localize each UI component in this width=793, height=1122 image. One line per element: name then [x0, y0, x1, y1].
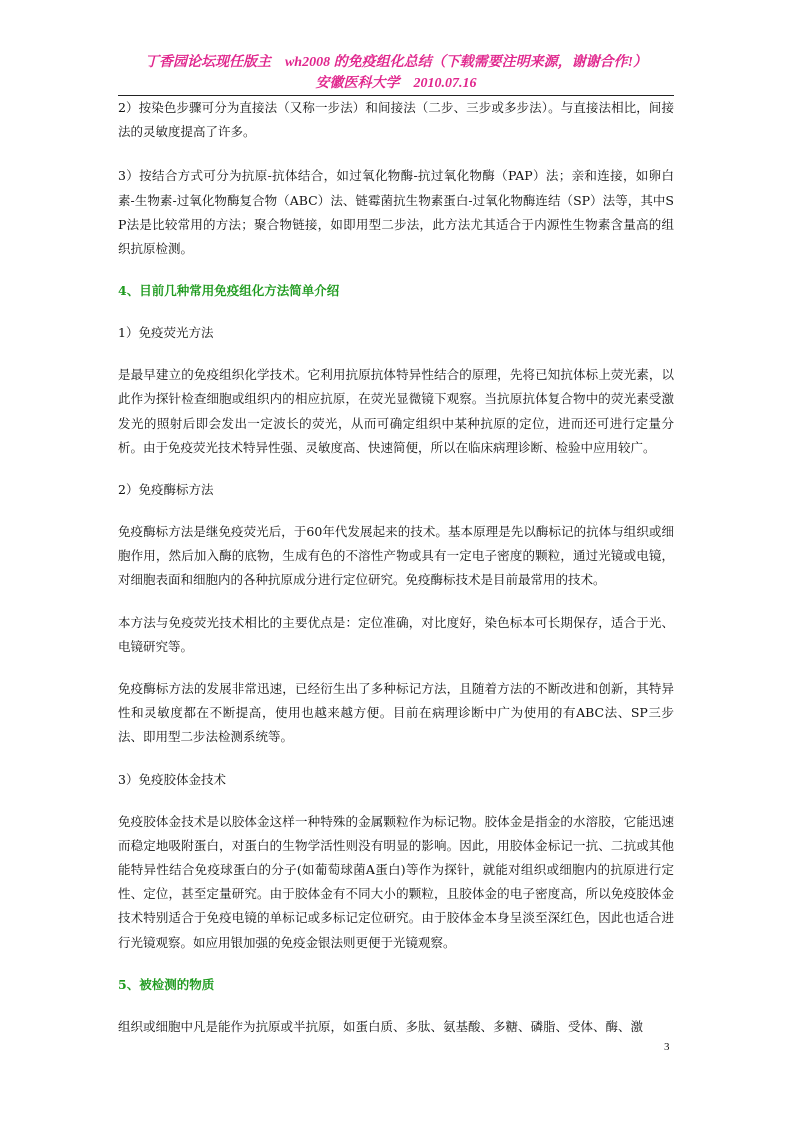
paragraph-immunoenzyme: 免疫酶标方法是继免疫荧光后，于60年代发展起来的技术。基本原理是先以酶标记的抗体与组织或细胞作用，然后加入酶的底物，生成有色的不溶性产物或具有一定电子密度的颗粒，通过光镜或电镜，对细胞表面和细胞内的各种抗原成分进行定位研究。免疫酶标技术是目前最常用的技术。: [118, 524, 674, 588]
section-heading-4: 4、目前几种常用免疫组化方法简单介绍: [118, 283, 340, 299]
paragraph-binding-methods: 3）按结合方式可分为抗原-抗体结合，如过氧化物酶-抗过氧化物酶（PAP）法；亲和连接，如卵白素-生物素-过氧化物酶复合物（ABC）法、链霉菌抗生物素蛋白-过氧化物酶连结（SP）法等，其中SP法是比较常用的方法；聚合物链接，如即用型二步法，此方法尤其适合于内源性生物素含量高的组织抗原检测。: [118, 168, 674, 257]
section-heading-5: 5、被检测的物质: [118, 976, 215, 992]
page-header: [118, 52, 674, 94]
header-line-2: 安徽医科大学 2010.07.16: [315, 76, 477, 91]
document-body: [118, 96, 674, 1039]
paragraph-colloidal-gold: 免疫胶体金技术是以胶体金这样一种特殊的金属颗粒作为标记物。胶体金是指金的水溶胶，它能迅速而稳定地吸附蛋白，对蛋白的生物学活性则没有明显的影响。因此，用胶体金标记一抗、二抗或其他能特异性结合免疫球蛋白的分子(如葡萄球菌A蛋白)等作为探针，就能对组织或细胞内的抗原进行定性、定位，甚至定量研究。由于胶体金有不同大小的颗粒，且胶体金的电子密度高，所以免疫胶体金技术特别适合于免疫电镜的单标记或多标记定位研究。由于胶体金本身呈淡至深红色，因此也适合进行光镜观察。如应用银加强的免疫金银法则更便于光镜观察。: [118, 813, 674, 950]
subheading-immunofluorescence: 1）免疫荧光方法: [118, 325, 214, 341]
paragraph-development: 免疫酶标方法的发展非常迅速，已经衍生出了多种标记方法，且随着方法的不断改进和创新，其特异性和灵敏度都在不断提高，使用也越来越方便。目前在病理诊断中广为使用的有ABC法、SP三步法、即用型二步法检测系统等。: [118, 681, 674, 745]
page-number: 3: [664, 1041, 670, 1053]
header-line-1: 丁香园论坛现任版主 wh2008 的免疫组化总结（下载需要注明来源，谢谢合作!）: [144, 55, 648, 70]
paragraph-advantages: 本方法与免疫荧光技术相比的主要优点是：定位准确，对比度好，染色标本可长期保存，适合于光、电镜研究等。: [118, 614, 674, 654]
paragraph-staining-steps: 2）按染色步骤可分为直接法（又称一步法）和间接法（二步、三步或多步法）。与直接法相比，间接法的灵敏度提高了许多。: [118, 100, 674, 140]
subheading-colloidal-gold: 3）免疫胶体金技术: [118, 771, 226, 787]
paragraph-immunofluorescence: 是最早建立的免疫组织化学技术。它利用抗原抗体特异性结合的原理，先将已知抗体标上荧光素，以此作为探针检查细胞或组织内的相应抗原，在荧光显微镜下观察。当抗原抗体复合物中的荧光素受激发光的照射后即会发出一定波长的荧光，从而可确定组织中某种抗原的定位，进而还可进行定量分析。由于免疫荧光技术特异性强、灵敏度高、快速简便，所以在临床病理诊断、检验中应用较广。: [118, 367, 674, 455]
paragraph-detected-substances: 组织或细胞中凡是能作为抗原或半抗原，如蛋白质、多肽、氨基酸、多糖、磷脂、受体、酶、激: [118, 1018, 644, 1034]
subheading-immunoenzyme: 2）免疫酶标方法: [118, 482, 214, 498]
